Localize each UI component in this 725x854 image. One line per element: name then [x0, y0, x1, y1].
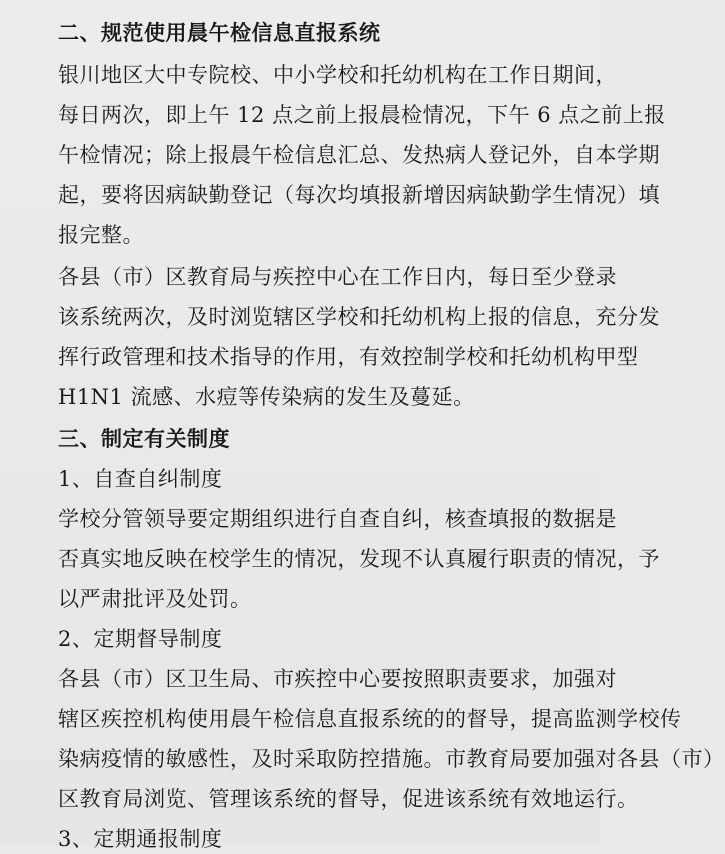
- paragraph-line: 各县（市）区卫生局、市疾控中心要按照职责要求，加强对: [58, 667, 617, 691]
- paragraph-line: 银川地区大中专院校、中小学校和托幼机构在工作日期间，: [58, 63, 617, 87]
- paragraph-line: 学校分管领导要定期组织进行自查自纠，核查填报的数据是: [58, 507, 617, 531]
- paragraph-line: 挥行政管理和技术指导的作用，有效控制学校和托幼机构甲型: [58, 345, 639, 369]
- subsection-heading-2: 2、定期督导制度: [58, 627, 223, 651]
- paragraph-line: 午检情况；除上报晨午检信息汇总、发热病人登记外，自本学期: [58, 143, 660, 167]
- paragraph-line: 每日两次，即上午 12 点之前上报晨检情况，下午 6 点之前上报: [58, 103, 666, 127]
- paragraph-line: 辖区疾控机构使用晨午检信息直报系统的的督导，提高监测学校传: [58, 707, 682, 731]
- paragraph-line: 染病疫情的敏感性，及时采取防控措施。市教育局要加强对各县（市）: [58, 747, 725, 771]
- paragraph-line: 以严肃批评及处罚。: [58, 587, 252, 611]
- subsection-heading-1: 1、自查自纠制度: [58, 467, 223, 491]
- paragraph-line: 各县（市）区教育局与疾控中心在工作日内，每日至少登录: [58, 265, 617, 289]
- paragraph-line: 区教育局浏览、管理该系统的督导，促进该系统有效地运行。: [58, 787, 639, 811]
- paragraph-line: 否真实地反映在校学生的情况，发现不认真履行职责的情况，予: [58, 547, 660, 571]
- paragraph-line: H1N1 流感、水痘等传染病的发生及蔓延。: [58, 385, 475, 409]
- paragraph-line: 该系统两次，及时浏览辖区学校和托幼机构上报的信息，充分发: [58, 305, 660, 329]
- paragraph-line: 起，要将因病缺勤登记（每次均填报新增因病缺勤学生情况）填: [58, 183, 660, 207]
- subsection-heading-3: 3、定期通报制度: [58, 827, 223, 851]
- section-heading-3: 三、制定有关制度: [58, 426, 230, 451]
- paragraph-line: 报完整。: [58, 223, 144, 247]
- section-heading-2: 二、规范使用晨午检信息直报系统: [58, 20, 381, 45]
